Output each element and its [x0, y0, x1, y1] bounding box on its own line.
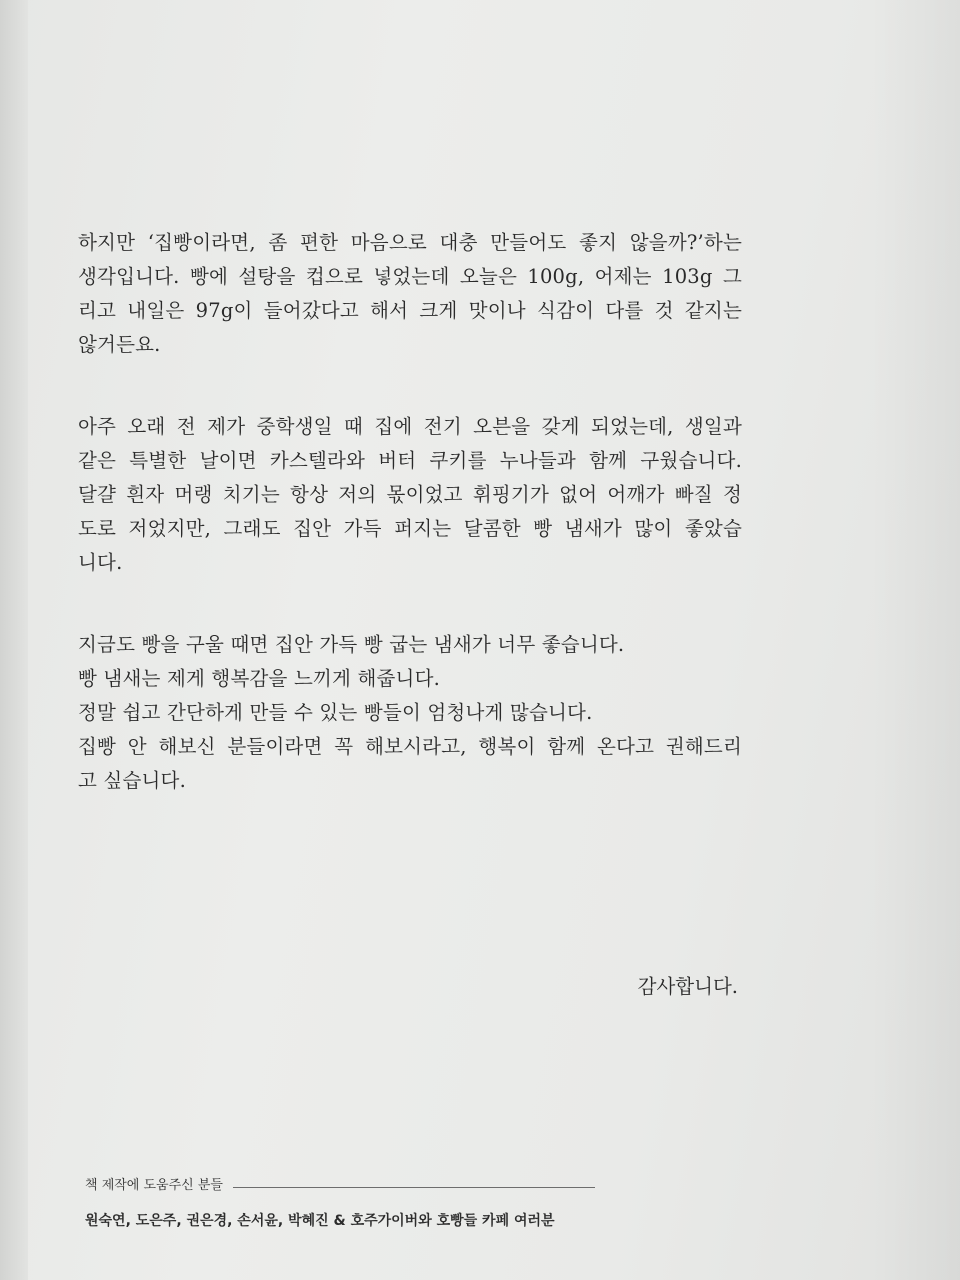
credits-heading: 책 제작에 도움주신 분들 — [85, 1177, 223, 1193]
text-line: 않거든요. — [78, 333, 161, 356]
page-shadow — [870, 0, 960, 1280]
text-line: 정말 쉽고 간단하게 만들 수 있는 빵들이 엄청나게 많습니다. — [78, 701, 593, 724]
text-line: 리고 내일은 97g이 들어갔다고 해서 크게 맛이나 식감이 다를 것 같지는 — [78, 299, 742, 322]
credits-heading-row — [85, 1172, 685, 1194]
page-edge — [0, 0, 28, 1280]
text-line: 고 싶습니다. — [78, 769, 186, 792]
body-text — [78, 226, 742, 846]
text-line: 집빵 안 해보신 분들이라면 꼭 해보시라고, 행복이 함께 온다고 권해드리 — [78, 735, 742, 758]
paragraph-3 — [78, 628, 742, 798]
text-line: 니다. — [78, 551, 123, 574]
text-line: 하지만 ‘집빵이라면, 좀 편한 마음으로 대충 만들어도 좋지 않을까?’하는 — [78, 231, 742, 254]
text-line: 생각입니다. 빵에 설탕을 컵으로 넣었는데 오늘은 100g, 어제는 103g 그 — [78, 265, 742, 288]
text-line: 같은 특별한 날이면 카스텔라와 버터 쿠키를 누나들과 함께 구웠습니다. — [78, 449, 742, 472]
signoff: 감사합니다. — [637, 975, 738, 998]
paragraph-2 — [78, 410, 742, 580]
text-line: 달걀 흰자 머랭 치기는 항상 저의 몫이었고 휘핑기가 없어 어깨가 빠질 정 — [78, 483, 742, 506]
credits-section — [85, 1172, 685, 1230]
credits-divider — [233, 1187, 595, 1188]
credits-names: 원숙연, 도은주, 권은경, 손서윤, 박혜진 & 호주가이버와 호빵들 카페 여러분 — [85, 1213, 555, 1229]
text-line: 아주 오래 전 제가 중학생일 때 집에 전기 오븐을 갖게 되었는데, 생일과 — [78, 415, 742, 438]
paragraph-1 — [78, 226, 742, 362]
text-line: 도로 저었지만, 그래도 집안 가득 퍼지는 달콤한 빵 냄새가 많이 좋았습 — [78, 517, 742, 540]
text-line: 빵 냄새는 제게 행복감을 느끼게 해줍니다. — [78, 667, 441, 690]
text-line: 지금도 빵을 구울 때면 집안 가득 빵 굽는 냄새가 너무 좋습니다. — [78, 633, 625, 656]
